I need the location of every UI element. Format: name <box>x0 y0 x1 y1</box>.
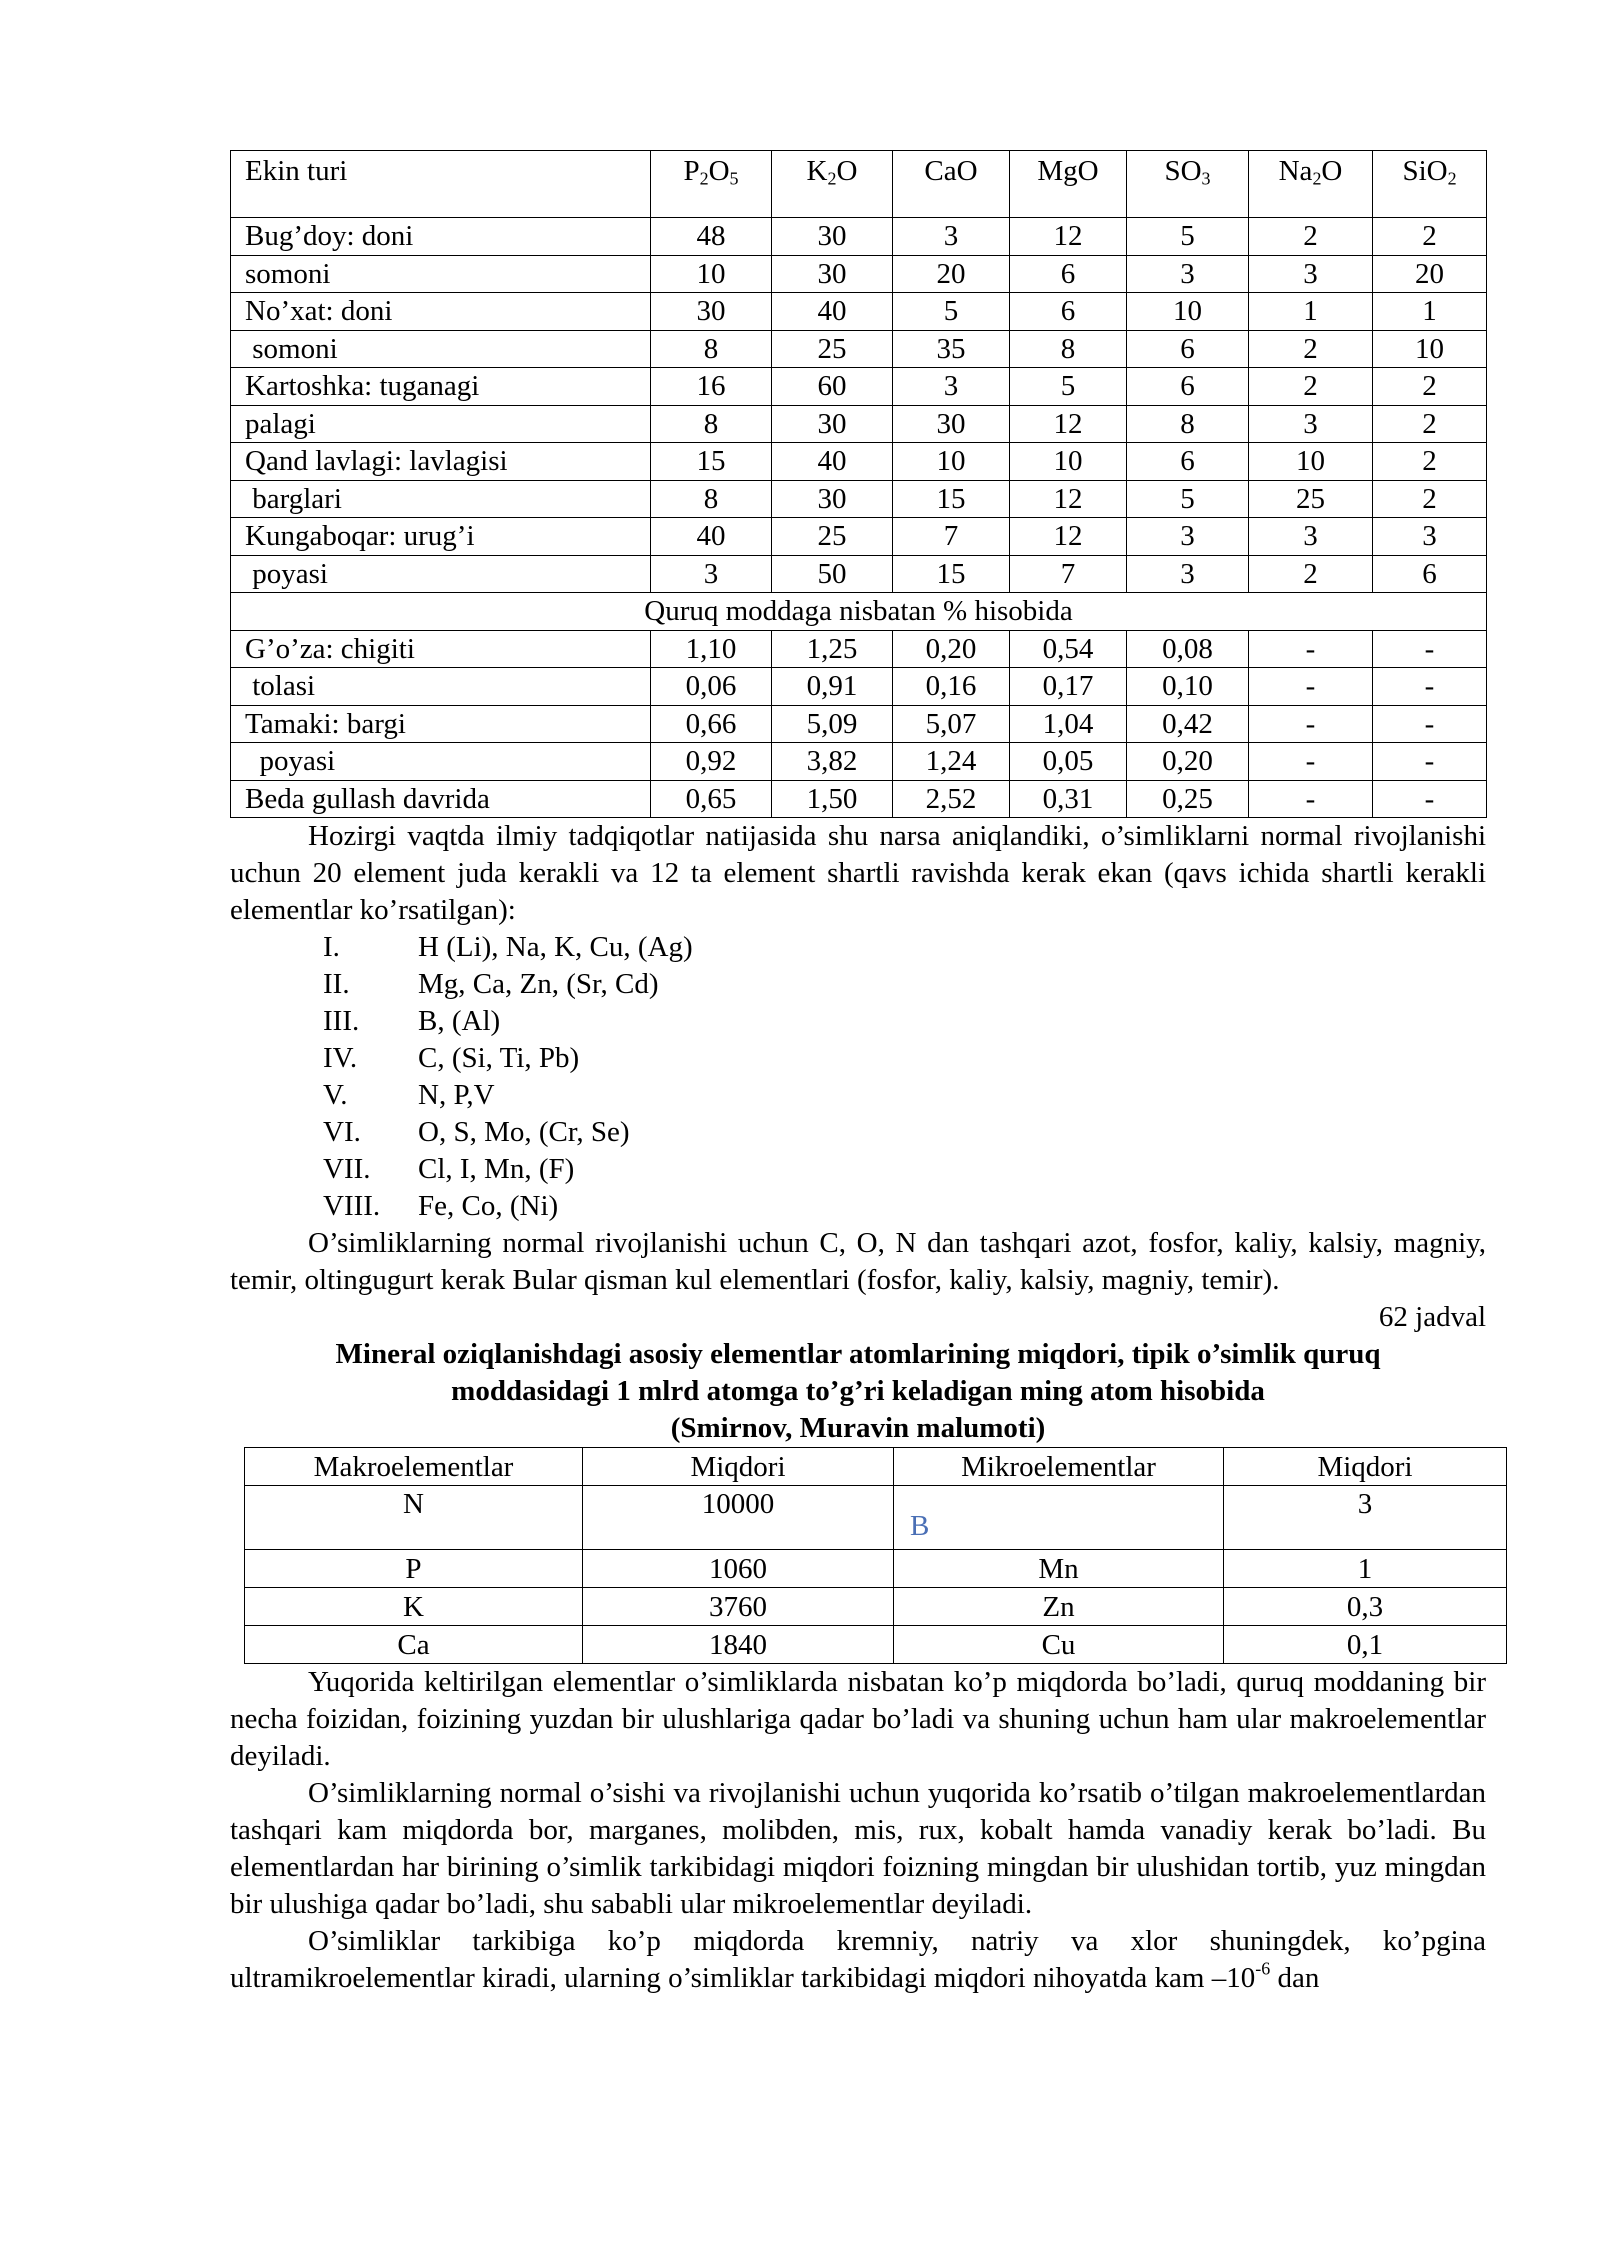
table-row <box>231 668 1487 706</box>
value-cell: 5 <box>893 293 1010 331</box>
table-cell: Mn <box>894 1550 1224 1588</box>
value-cell: 0,16 <box>893 668 1010 706</box>
element-groups-list <box>230 929 1486 1225</box>
group-number: VII. <box>323 1153 371 1185</box>
value-cell: 0,20 <box>893 630 1010 668</box>
value-cell: 12 <box>1010 405 1127 443</box>
value-cell: 3 <box>651 555 772 593</box>
header-crop-type: Ekin turi <box>231 151 651 218</box>
list-item <box>230 1003 1486 1040</box>
exponent: -6 <box>1255 1958 1271 1979</box>
value-cell: 0,20 <box>1127 743 1249 781</box>
table-row <box>231 705 1487 743</box>
value-cell: 0,66 <box>651 705 772 743</box>
value-cell: 6 <box>1373 555 1487 593</box>
crop-cell: No’xat: doni <box>231 293 651 331</box>
value-cell: 48 <box>651 218 772 256</box>
value-cell: 5 <box>1127 480 1249 518</box>
crop-cell: Qand lavlagi: lavlagisi <box>231 443 651 481</box>
table-cell: K <box>245 1588 583 1626</box>
table-caption-line-2: moddasidagi 1 mlrd atomga to’g’ri keladigan ming atom hisobida <box>451 1375 1265 1407</box>
value-cell: - <box>1373 780 1487 818</box>
table-cell: 10000 <box>583 1486 894 1550</box>
group-elements: B, (Al) <box>418 1005 501 1037</box>
value-cell: 1,25 <box>772 630 893 668</box>
table-cell: Ca <box>245 1626 583 1664</box>
value-cell: 25 <box>1249 480 1373 518</box>
value-cell: - <box>1373 668 1487 706</box>
value-cell: 0,10 <box>1127 668 1249 706</box>
value-cell: 2 <box>1373 405 1487 443</box>
value-cell: 30 <box>772 405 893 443</box>
value-cell: 15 <box>893 555 1010 593</box>
value-cell: 1,24 <box>893 743 1010 781</box>
value-cell: 25 <box>772 330 893 368</box>
group-elements: H (Li), Na, K, Cu, (Ag) <box>418 931 693 963</box>
group-number: II. <box>323 968 350 1000</box>
value-cell: 0,91 <box>772 668 893 706</box>
value-cell: - <box>1249 705 1373 743</box>
crop-cell: Kungaboqar: urug’i <box>231 518 651 556</box>
list-item <box>230 1077 1486 1114</box>
group-number: I. <box>323 931 340 963</box>
table-row <box>231 480 1487 518</box>
crop-cell: Tamaki: bargi <box>231 705 651 743</box>
crop-cell: poyasi <box>231 555 651 593</box>
value-cell: 1 <box>1249 293 1373 331</box>
value-cell: 5 <box>1127 218 1249 256</box>
value-cell: 3 <box>893 368 1010 406</box>
value-cell: 15 <box>893 480 1010 518</box>
table-cell: P <box>245 1550 583 1588</box>
group-elements: O, S, Mo, (Cr, Se) <box>418 1116 630 1148</box>
value-cell: 5,07 <box>893 705 1010 743</box>
value-cell: 12 <box>1010 218 1127 256</box>
table-row <box>231 405 1487 443</box>
paragraph-ultramicroelements <box>230 1923 1486 1997</box>
value-cell: 0,54 <box>1010 630 1127 668</box>
table-caption-line-3: (Smirnov, Muravin malumoti) <box>670 1412 1046 1444</box>
value-cell: 0,92 <box>651 743 772 781</box>
group-number: VIII. <box>323 1190 381 1222</box>
table-row <box>245 1626 1507 1664</box>
crop-cell: tolasi <box>231 668 651 706</box>
paragraph-macroelements: Yuqorida keltirilgan elementlar o’simliklarda nisbatan ko’p miqdorda bo’ladi, quruq moddaning bir necha foizidan, foizining yuzdan bir ulushlariga qadar bo’ladi va shuning uchun ham ular makroelementlar deyiladi. <box>230 1666 1486 1772</box>
value-cell: 8 <box>651 405 772 443</box>
value-cell: 0,25 <box>1127 780 1249 818</box>
value-cell: 0,65 <box>651 780 772 818</box>
table-cell <box>894 1486 1224 1550</box>
crop-cell: barglari <box>231 480 651 518</box>
table-cell: 1060 <box>583 1550 894 1588</box>
header-so3: $SO_3$ <box>1127 151 1249 218</box>
list-item <box>230 1188 1486 1225</box>
value-cell: 8 <box>651 480 772 518</box>
value-cell: 0,31 <box>1010 780 1127 818</box>
value-cell: 40 <box>651 518 772 556</box>
value-cell: 3 <box>1127 518 1249 556</box>
group-number: III. <box>323 1005 360 1037</box>
value-cell: - <box>1373 630 1487 668</box>
table-row <box>231 255 1487 293</box>
table-row <box>231 368 1487 406</box>
crop-cell: Kartoshka: tuganagi <box>231 368 651 406</box>
value-cell: 1,10 <box>651 630 772 668</box>
header-mgo: MgO <box>1010 151 1127 218</box>
value-cell: 6 <box>1010 293 1127 331</box>
group-elements: Mg, Ca, Zn, (Sr, Cd) <box>418 968 659 1000</box>
value-cell: 20 <box>1373 255 1487 293</box>
value-cell: 2 <box>1373 480 1487 518</box>
value-cell: 7 <box>1010 555 1127 593</box>
value-cell: 3 <box>893 218 1010 256</box>
list-item <box>230 1040 1486 1077</box>
table-row <box>231 293 1487 331</box>
value-cell: 10 <box>1373 330 1487 368</box>
value-cell: 30 <box>772 218 893 256</box>
header-quantity: Miqdori <box>583 1448 894 1486</box>
crop-cell: somoni <box>231 255 651 293</box>
header-cao: CaO <box>893 151 1010 218</box>
header-na2o: $Na_2O$ <box>1249 151 1373 218</box>
table-cell: 1840 <box>583 1626 894 1664</box>
group-elements: Fe, Co, (Ni) <box>418 1190 559 1222</box>
paragraph-ash-elements: O’simliklarning normal rivojlanishi uchun C, O, N dan tashqari azot, fosfor, kaliy, kalsiy, magniy, temir, oltingugurt kerak Bular qisman kul elementlari (fosfor, kaliy, kalsiy, magniy, temir). <box>230 1227 1486 1296</box>
value-cell: 40 <box>772 293 893 331</box>
value-cell: - <box>1249 780 1373 818</box>
value-cell: 1,50 <box>772 780 893 818</box>
section-label: Quruq moddaga nisbatan % hisobida <box>231 593 1487 631</box>
value-cell: 6 <box>1127 368 1249 406</box>
table-row <box>231 443 1487 481</box>
value-cell: 20 <box>893 255 1010 293</box>
group-number: V. <box>323 1079 348 1111</box>
group-elements: C, (Si, Ti, Pb) <box>418 1042 580 1074</box>
value-cell: 40 <box>772 443 893 481</box>
table-row <box>231 518 1487 556</box>
list-item <box>230 1114 1486 1151</box>
header-macroelements: Makroelementlar <box>245 1448 583 1486</box>
microelement-b: B <box>910 1510 930 1542</box>
value-cell: 3 <box>1249 405 1373 443</box>
document-page <box>230 150 1486 1997</box>
value-cell: - <box>1373 705 1487 743</box>
table-row <box>231 555 1487 593</box>
table-cell: 1 <box>1224 1550 1507 1588</box>
header-k2o: $K_2O$ <box>772 151 893 218</box>
value-cell: 3 <box>1373 518 1487 556</box>
table-cell: 0,3 <box>1224 1588 1507 1626</box>
atoms-quantity-table <box>244 1447 1507 1664</box>
value-cell: 3,82 <box>772 743 893 781</box>
value-cell: 0,42 <box>1127 705 1249 743</box>
value-cell: - <box>1373 743 1487 781</box>
value-cell: 15 <box>651 443 772 481</box>
table-row <box>231 218 1487 256</box>
value-cell: 2 <box>1373 218 1487 256</box>
paragraph-text-end: dan <box>1270 1962 1320 1994</box>
table-row <box>231 630 1487 668</box>
value-cell: 2,52 <box>893 780 1010 818</box>
value-cell: 16 <box>651 368 772 406</box>
group-elements: Cl, I, Mn, (F) <box>418 1153 575 1185</box>
table-number: 62 jadval <box>1378 1301 1486 1333</box>
value-cell: 2 <box>1373 368 1487 406</box>
value-cell: 60 <box>772 368 893 406</box>
table-row <box>245 1588 1507 1626</box>
value-cell: 0,17 <box>1010 668 1127 706</box>
paragraph-microelements: O’simliklarning normal o’sishi va rivojlanishi uchun yuqorida ko’rsatib o’tilgan makroelementlardan tashqari kam miqdorda bor, marganes, molibden, mis, rux, kobalt hamda vanadiy kerak bo’ladi. Bu elementlardan har birining o’simlik tarkibidagi miqdori foizning mingdan bir ulushidan tortib, yuz mingdan bir ulushiga qadar bo’ladi, shu sababli ular mikroelementlar deyiladi. <box>230 1777 1486 1920</box>
value-cell: - <box>1249 630 1373 668</box>
table-cell: N <box>245 1486 583 1550</box>
table-header-row <box>231 151 1487 218</box>
table-caption-line-1: Mineral oziqlanishdagi asosiy elementlar atomlarining miqdori, tipik o’simlik quruq <box>335 1338 1381 1370</box>
header-quantity: Miqdori <box>1224 1448 1507 1486</box>
group-number: VI. <box>323 1116 361 1148</box>
value-cell: 8 <box>651 330 772 368</box>
value-cell: 3 <box>1249 518 1373 556</box>
value-cell: - <box>1249 743 1373 781</box>
header-p2o5: $P_2O_5$ <box>651 151 772 218</box>
list-item <box>230 1151 1486 1188</box>
paragraph-text: O’simliklar tarkibiga ko’p miqdorda kremniy, natriy va xlor shuningdek, ko’pgina ultramikroelementlar kiradi, ularning o’simliklar tarkibidagi miqdori nihoyatda kam –10 <box>230 1925 1486 1994</box>
value-cell: 2 <box>1249 330 1373 368</box>
value-cell: 1,04 <box>1010 705 1127 743</box>
value-cell: - <box>1249 668 1373 706</box>
table-cell: 0,1 <box>1224 1626 1507 1664</box>
list-item <box>230 929 1486 966</box>
paragraph-elements-intro: Hozirgi vaqtda ilmiy tadqiqotlar natijasida shu narsa aniqlandiki, o’simliklarni normal rivojlanishi uchun 20 element juda kerakli va 12 ta element shartli ravishda kerak ekan (qavs ichida shartli kerakli elementlar ko’rsatilgan): <box>230 820 1486 926</box>
value-cell: 6 <box>1127 330 1249 368</box>
value-cell: 5,09 <box>772 705 893 743</box>
crop-cell: poyasi <box>231 743 651 781</box>
crop-cell: G’o’za: chigiti <box>231 630 651 668</box>
value-cell: 0,05 <box>1010 743 1127 781</box>
value-cell: 2 <box>1249 555 1373 593</box>
element-composition-table <box>230 150 1487 818</box>
value-cell: 50 <box>772 555 893 593</box>
value-cell: 10 <box>1010 443 1127 481</box>
table-row <box>245 1550 1507 1588</box>
header-sio2: SiO$_2$ <box>1373 151 1487 218</box>
value-cell: 25 <box>772 518 893 556</box>
table-row <box>231 780 1487 818</box>
value-cell: 10 <box>1127 293 1249 331</box>
table-cell: 3 <box>1224 1486 1507 1550</box>
group-elements: N, P,V <box>418 1079 495 1111</box>
crop-cell: Bug’doy: doni <box>231 218 651 256</box>
crop-cell: Beda gullash davrida <box>231 780 651 818</box>
crop-cell: somoni <box>231 330 651 368</box>
value-cell: 2 <box>1249 218 1373 256</box>
value-cell: 12 <box>1010 518 1127 556</box>
value-cell: 10 <box>893 443 1010 481</box>
value-cell: 8 <box>1010 330 1127 368</box>
value-cell: 10 <box>1249 443 1373 481</box>
table-cell: Zn <box>894 1588 1224 1626</box>
value-cell: 0,08 <box>1127 630 1249 668</box>
group-number: IV. <box>323 1042 358 1074</box>
crop-cell: palagi <box>231 405 651 443</box>
value-cell: 1 <box>1373 293 1487 331</box>
table-row <box>231 743 1487 781</box>
table-section-row <box>231 593 1487 631</box>
value-cell: 3 <box>1249 255 1373 293</box>
value-cell: 5 <box>1010 368 1127 406</box>
value-cell: 7 <box>893 518 1010 556</box>
value-cell: 30 <box>651 293 772 331</box>
value-cell: 6 <box>1127 443 1249 481</box>
value-cell: 2 <box>1249 368 1373 406</box>
value-cell: 30 <box>772 255 893 293</box>
table-header-row <box>245 1448 1507 1486</box>
value-cell: 8 <box>1127 405 1249 443</box>
header-microelements: Mikroelementlar <box>894 1448 1224 1486</box>
value-cell: 3 <box>1127 255 1249 293</box>
value-cell: 30 <box>893 405 1010 443</box>
value-cell: 12 <box>1010 480 1127 518</box>
value-cell: 2 <box>1373 443 1487 481</box>
value-cell: 10 <box>651 255 772 293</box>
value-cell: 35 <box>893 330 1010 368</box>
table-cell: Cu <box>894 1626 1224 1664</box>
value-cell: 6 <box>1010 255 1127 293</box>
value-cell: 0,06 <box>651 668 772 706</box>
value-cell: 3 <box>1127 555 1249 593</box>
table-row <box>245 1486 1507 1550</box>
value-cell: 30 <box>772 480 893 518</box>
table-row <box>231 330 1487 368</box>
list-item <box>230 966 1486 1003</box>
table-cell: 3760 <box>583 1588 894 1626</box>
